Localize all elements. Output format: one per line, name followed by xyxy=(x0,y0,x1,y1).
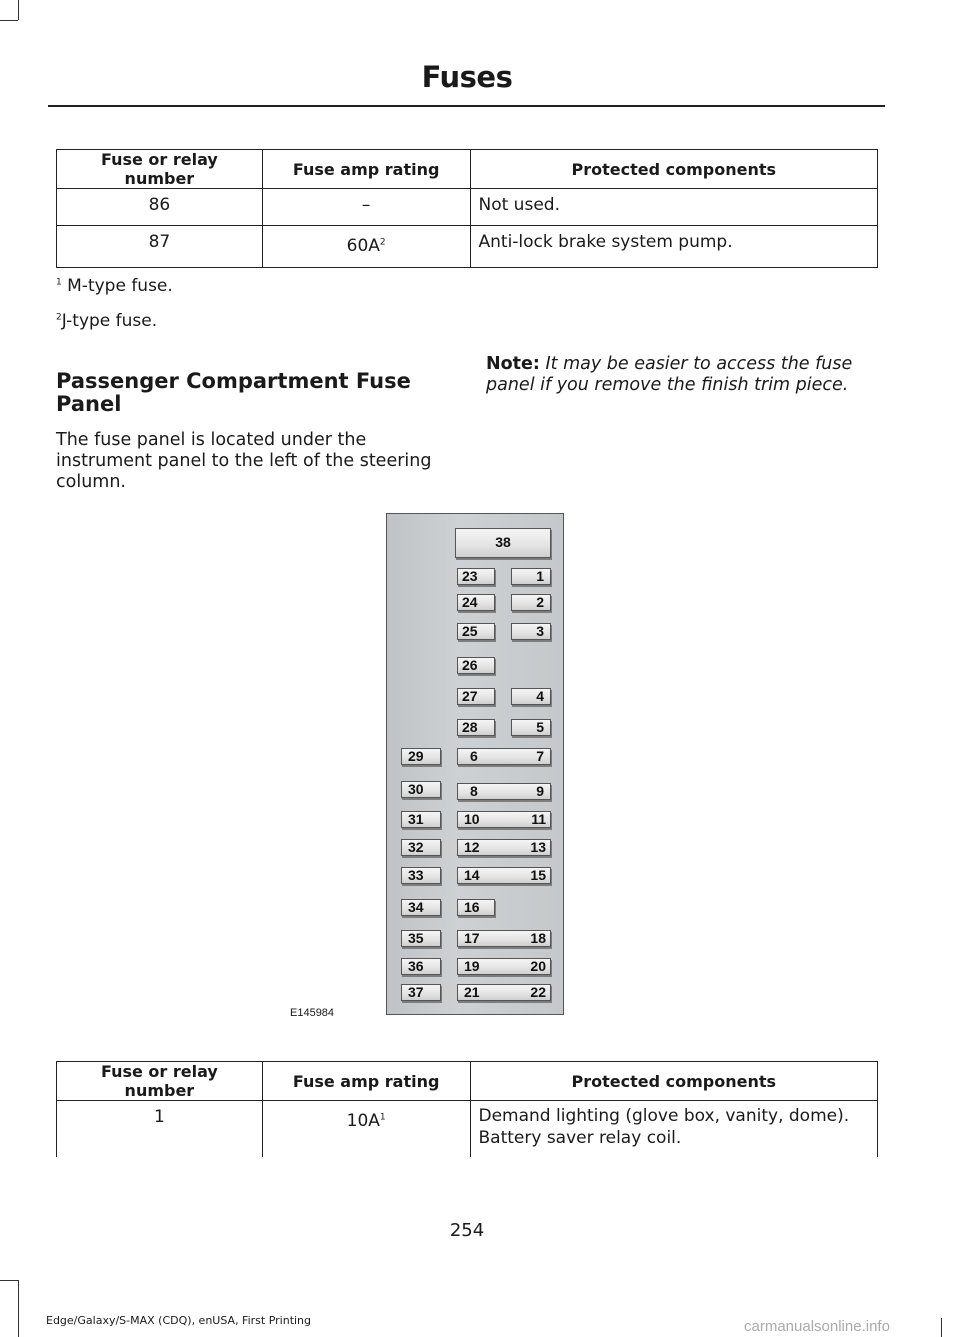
fuse-number: 86 xyxy=(57,189,263,226)
note-label: Note: xyxy=(486,354,540,374)
footnote-1: $^1$ M-type fuse. xyxy=(56,276,173,296)
fuse-12-13: 12 13 xyxy=(457,839,551,856)
fuse-28: 28 xyxy=(457,719,495,736)
fuse-23: 23 xyxy=(457,568,495,585)
col-header-rating: Fuse amp rating xyxy=(262,1062,470,1101)
table-header-row xyxy=(57,150,878,189)
fuse-16: 16 xyxy=(457,899,495,916)
page-title: Fuses xyxy=(421,60,513,94)
fuse-4: 4 xyxy=(511,688,551,705)
fuse-component: Not used. xyxy=(470,189,878,226)
table-row xyxy=(57,226,878,268)
col-header-components: Protected components xyxy=(470,1062,878,1101)
fuse-31: 31 xyxy=(401,811,441,828)
note xyxy=(486,354,886,396)
fuse-37: 37 xyxy=(401,984,441,1001)
fuse-38: 38 xyxy=(455,528,551,558)
fuse-1: 1 xyxy=(511,568,551,585)
fuse-rating: $60A^2$ xyxy=(262,226,470,268)
fuse-21-22: 21 22 xyxy=(457,984,551,1001)
section-body: The fuse panel is located under the instrument panel to the left of the steering column. xyxy=(56,430,432,492)
page-number: 254 xyxy=(449,1220,485,1241)
fuse-6-7: 6 7 xyxy=(457,748,551,765)
fuse-table-1 xyxy=(56,149,878,268)
fuse-30: 30 xyxy=(401,781,441,798)
col-header-rating: Fuse amp rating xyxy=(262,150,470,189)
col-header-components: Protected components xyxy=(470,150,878,189)
crop-mark xyxy=(0,1280,18,1281)
footnote-2: $^2$J-type fuse. xyxy=(56,311,158,331)
col-header-number: Fuse or relay number xyxy=(57,1062,263,1101)
fuse-33: 33 xyxy=(401,867,441,884)
fuse-32: 32 xyxy=(401,839,441,856)
fuse-25: 25 xyxy=(457,623,495,640)
fuse-8-9: 8 9 xyxy=(457,783,551,800)
watermark: carmanualsonline.info xyxy=(744,1318,890,1335)
table-row xyxy=(57,189,878,226)
section-heading: Passenger Compartment Fuse Panel xyxy=(56,369,411,416)
note-text: It may be easier to access the fuse panel if you remove the finish trim piece. xyxy=(486,354,853,395)
fuse-rating: $10A^1$ xyxy=(262,1101,470,1157)
crop-mark xyxy=(0,20,18,21)
fuse-17-18: 17 18 xyxy=(457,930,551,947)
table-row xyxy=(57,1101,878,1157)
fuse-5: 5 xyxy=(511,719,551,736)
header-rule xyxy=(48,105,885,107)
fuse-34: 34 xyxy=(401,899,441,916)
fuse-component: Demand lighting (glove box, vanity, dome). Battery saver relay coil. xyxy=(470,1101,878,1157)
crop-mark xyxy=(18,1280,19,1337)
fuse-14-15: 14 15 xyxy=(457,867,551,884)
fuse-component: Anti-lock brake system pump. xyxy=(470,226,878,268)
fuse-10-11: 10 11 xyxy=(457,811,551,828)
fuse-36: 36 xyxy=(401,958,441,975)
fuse-19-20: 19 20 xyxy=(457,958,551,975)
image-code: E145984 xyxy=(290,1007,335,1019)
col-header-number: Fuse or relay number xyxy=(57,150,263,189)
fuse-29: 29 xyxy=(401,748,441,765)
fuse-table-2 xyxy=(56,1061,878,1157)
fuse-26: 26 xyxy=(457,657,495,674)
crop-mark xyxy=(18,0,19,20)
fuse-number: 87 xyxy=(57,226,263,268)
fuse-24: 24 xyxy=(457,594,495,611)
fuse-35: 35 xyxy=(401,930,441,947)
table-header-row xyxy=(57,1062,878,1101)
fuse-panel-diagram xyxy=(386,513,564,1015)
fuse-2: 2 xyxy=(511,594,551,611)
fuse-27: 27 xyxy=(457,688,495,705)
footer-text: Edge/Galaxy/S-MAX (CDQ), enUSA, First Printing xyxy=(46,1314,312,1327)
fuse-number: 1 xyxy=(57,1101,263,1157)
fuse-rating: – xyxy=(262,189,470,226)
crop-mark xyxy=(941,1318,942,1337)
fuse-3: 3 xyxy=(511,623,551,640)
